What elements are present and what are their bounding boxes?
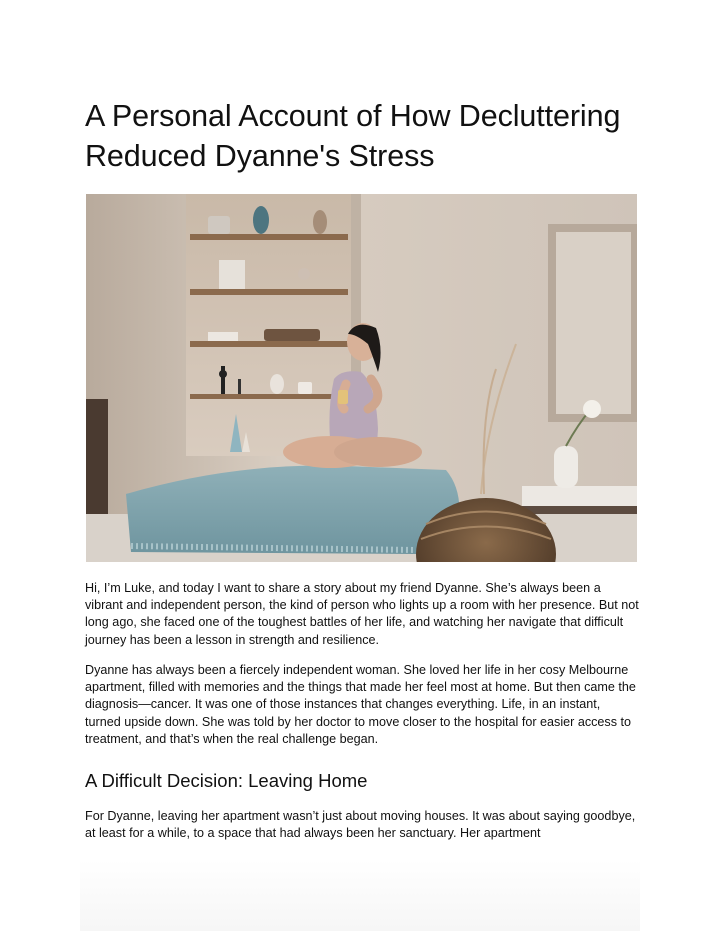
section-heading: A Difficult Decision: Leaving Home bbox=[85, 770, 368, 791]
intro-paragraph: Hi, I’m Luke, and today I want to share a story about my friend Dyanne. She’s always been a vibrant and independent person, the kind of person who lights up a room with her presence. But not long ago, she faced one of the toughest battles of her life, and watching her navigate that difficult journey has been a lesson in strength and resilience. bbox=[85, 581, 639, 647]
article-title: A Personal Account of How Decluttering Reduced Dyanne's Stress bbox=[85, 99, 621, 173]
background-paragraph: Dyanne has always been a fiercely independent woman. She loved her life in her cosy Melbourne apartment, filled with memories and the things that made her feel most at home. But then came the diagnosis—cancer. It was one of those instances that changes everything. Life, in an instant, turned upside down. She was told by her doctor to move closer to the hospital for easier access to treatment, and that’s when the real challenge began. bbox=[85, 663, 636, 746]
hero-photo-woman-on-bed bbox=[86, 194, 637, 562]
section-paragraph: For Dyanne, leaving her apartment wasn’t just about moving houses. It was about saying goodbye, at least for a while, to a space that had always been her sanctuary. Her apartment bbox=[85, 809, 636, 841]
page-bottom-shade bbox=[80, 860, 640, 931]
